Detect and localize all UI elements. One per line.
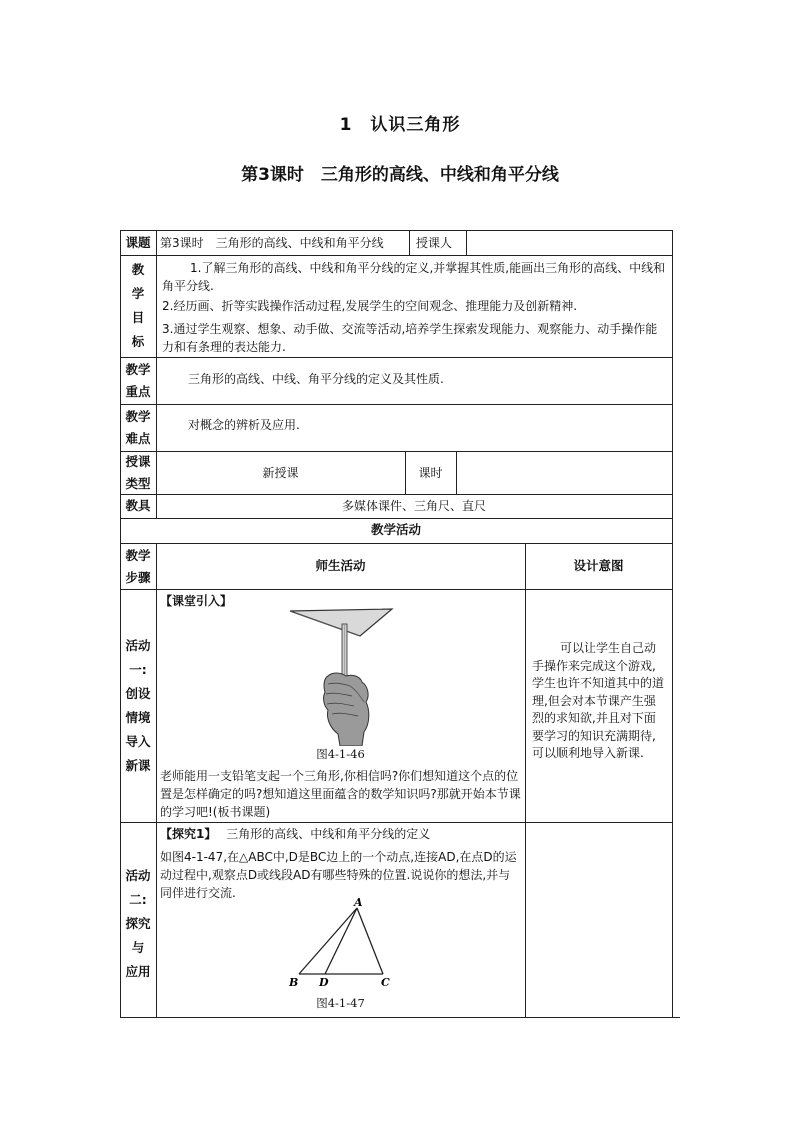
goal-item-3: 3.通过学生观察、想象、动手做、交流等活动,培养学生探索发现能力、观察能力、动手操作能力和有条理的表达能力. <box>162 322 658 354</box>
topic-label: 课题 <box>125 235 151 250</box>
difficulty-label: 教学 难点 <box>125 409 151 446</box>
difficulty-value: 对概念的辨析及应用. <box>188 418 300 432</box>
focus-label: 教学 重点 <box>125 362 151 399</box>
focus-value: 三角形的高线、中线、角平分线的定义及其性质. <box>188 372 444 386</box>
intent-header: 设计意图 <box>573 558 624 573</box>
triangle-abc-figure <box>285 896 395 992</box>
activity2-label: 活动 二: 探究 与 应用 <box>125 868 151 979</box>
activity1-section: 【课堂引入】 <box>160 594 233 608</box>
tools-value: 多媒体课件、三角尺、直尺 <box>341 499 486 513</box>
activities-header: 教学活动 <box>370 522 421 537</box>
point-a-label: A <box>354 896 363 909</box>
goals-label: 教 学 目 标 <box>131 262 145 349</box>
figure-46-caption: 图4-1-46 <box>316 747 365 761</box>
activity1-label: 活动 一: 创设 情境 导入 新课 <box>125 638 151 773</box>
pencil-triangle-figure <box>280 606 400 746</box>
activity2-text: 如图4-1-47,在△ABC中,D是BC边上的一个动点,连接AD,在点D的运动过程中,观察点D或线段AD有哪些特殊的位置.说说你的想法,并与同伴进行交流. <box>160 850 517 900</box>
type-label: 授课 类型 <box>125 454 151 491</box>
document-title: 1 认识三角形 <box>339 115 461 135</box>
topic-value: 第3课时 三角形的高线、中线和角平分线 <box>160 236 384 250</box>
step-header: 教学 步骤 <box>125 548 151 585</box>
teacher-label: 授课人 <box>416 236 453 250</box>
goal-item-1: 1.了解三角形的高线、中线和角平分线的定义,并掌握其性质,能画出三角形的高线、中线和角平分线. <box>162 261 666 293</box>
tools-label: 教具 <box>125 498 151 513</box>
point-d-label: D <box>319 976 329 989</box>
activity2-section-title: 三角形的高线、中线和角平分线的定义 <box>226 827 431 841</box>
hours-label: 课时 <box>418 466 443 480</box>
activity-header: 师生活动 <box>315 558 366 573</box>
point-b-label: B <box>289 976 299 989</box>
point-c-label: C <box>381 976 390 989</box>
goal-item-2: 2.经历画、折等实践操作活动过程,发展学生的空间观念、推理能力及创新精神. <box>162 299 578 313</box>
activity2-section: 【探究1】 <box>160 827 217 841</box>
figure-47-caption: 图4-1-47 <box>316 996 365 1010</box>
activity1-intent: 可以让学生自己动手操作来完成这个游戏,学生也许不知道其中的道理,但会对本节课产生强烈的求知欲,并且对下面要学习的知识充满期待,可以顺利地导入新课. <box>532 641 665 760</box>
type-value: 新授课 <box>262 466 299 480</box>
activity2-heading <box>160 825 522 843</box>
activity1-text: 老师能用一支铅笔支起一个三角形,你相信吗?你们想知道这个点的位置是怎样确定的吗?想知道这里面蕴含的数学知识吗?那就开始本节课的学习吧!(板书课题) <box>160 769 521 819</box>
lesson-subtitle: 第3课时 三角形的高线、中线和角平分线 <box>241 165 559 185</box>
